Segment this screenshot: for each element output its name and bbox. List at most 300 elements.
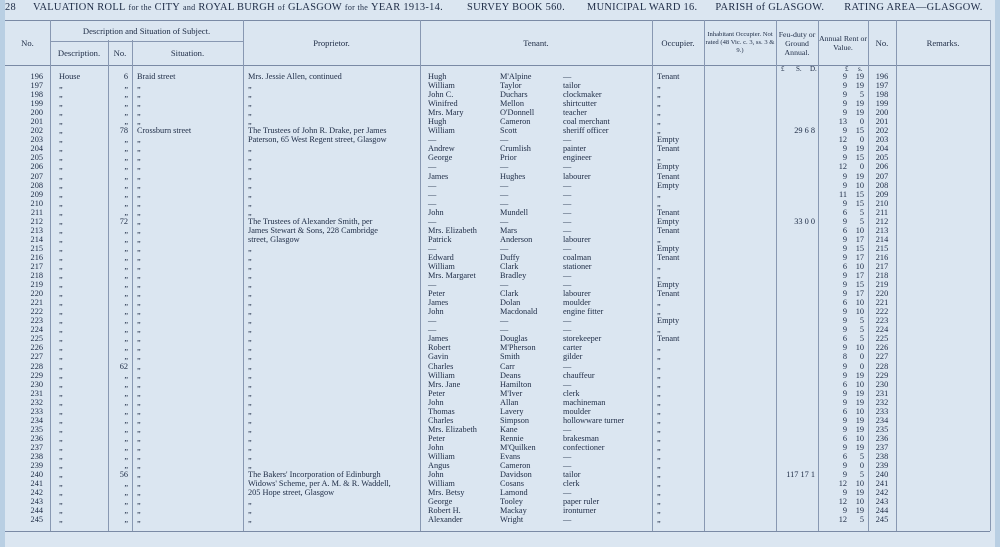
tenant-surname: Macdonald [500,307,538,317]
feu-pound-unit: £ [781,65,785,73]
tenant-first-name: William [428,81,455,91]
situation: „ [137,488,141,498]
tenant-occupation: tailor [563,470,581,480]
tenant-first-name: Mrs. Mary [428,108,464,118]
row-number-right: 218 [875,271,889,281]
occupier: „ [657,234,661,244]
rent-shillings: 10 [855,307,864,317]
row-number: 232 [30,397,43,407]
row-number: 223 [30,316,43,326]
street-number: „ [124,515,128,525]
table-row [5,262,990,271]
proprietor: „ [248,280,252,290]
tenant-first-name: — [428,280,437,290]
street-number: „ [124,307,128,317]
situation: „ [137,271,141,281]
row-number: 245 [30,515,43,525]
tenant-surname: Simpson [500,415,530,425]
table-row [5,181,990,190]
table-row [5,244,990,253]
rent-pounds: 9 [842,361,847,371]
rent-shillings: 5 [859,334,864,344]
tenant-first-name: — [428,316,437,326]
tenant-surname: — [500,325,509,335]
table-row [5,416,990,425]
situation: „ [137,433,141,443]
situation: „ [137,352,141,362]
rent-pounds: 9 [842,99,847,109]
rent-pounds: 9 [842,180,847,190]
table-row [5,99,990,108]
street-number: „ [124,162,128,172]
rent-shillings: 19 [855,144,864,154]
street-number: „ [124,243,128,253]
occupier: „ [657,298,661,308]
rent-shillings: 5 [859,207,864,217]
row-number-right: 243 [875,497,889,507]
table-row [5,325,990,334]
title-city: CITY [154,2,181,13]
description: „ [59,325,63,335]
tenant-surname: Duchars [500,90,528,100]
title-year: YEAR 1913-14. [371,2,444,13]
occupier: „ [657,506,661,516]
proprietor: „ [248,162,252,172]
tenant-occupation: shirtcutter [563,99,597,109]
description: „ [59,307,63,317]
situation: „ [137,361,141,371]
street-number: „ [124,379,128,389]
proprietor: James Stewart & Sons, 228 Cambridge [248,225,378,235]
proprietor: The Trustees of John R. Drake, per James [248,126,387,136]
rent-pounds: 9 [842,424,847,434]
rent-shillings: 10 [855,225,864,235]
row-number: 202 [30,126,43,136]
rent-pounds: 8 [842,352,847,362]
situation: „ [137,99,141,109]
tenant-first-name: Mrs. Elizabeth [428,424,477,434]
tenant-surname: Lamond [500,488,528,498]
rent-shillings: 10 [855,379,864,389]
description: „ [59,81,63,91]
description: „ [59,271,63,281]
tenant-occupation: labourer [563,289,591,299]
tenant-occupation: — [563,280,572,290]
description: „ [59,497,63,507]
tenant-surname: Kane [500,424,518,434]
proprietor: „ [248,433,252,443]
occupier: „ [657,406,661,416]
tenant-surname: Cameron [500,117,531,127]
title-valuation: VALUATION ROLL [33,2,126,13]
tenant-surname: Tooley [500,497,523,507]
rent-pounds: 9 [842,325,847,335]
row-number-right: 224 [875,325,889,335]
tenant-first-name: John C. [428,90,454,100]
row-number: 213 [30,225,43,235]
occupier: „ [657,479,661,489]
row-number: 199 [30,99,43,109]
occupier: „ [657,343,661,353]
situation: Braid street [137,72,176,81]
rent-shilling-unit: s. [858,65,863,73]
rent-shillings: 5 [859,515,864,525]
tenant-surname: M'Pherson [500,343,536,353]
street-number: „ [124,316,128,326]
rent-pounds: 9 [842,461,847,471]
tenant-first-name: William [428,126,455,136]
tenant-first-name: Thomas [428,406,455,416]
table-row [5,253,990,262]
rent-pounds: 9 [842,289,847,299]
tenant-first-name: William [428,261,455,271]
tenant-surname: Allan [500,397,519,407]
occupier: „ [657,153,661,163]
rent-pounds: 9 [842,488,847,498]
tenant-first-name: Mrs. Margaret [428,271,476,281]
occupier: Tenant [657,144,680,154]
occupier: „ [657,497,661,507]
street-number: 62 [119,361,128,371]
tenant-first-name: — [428,180,437,190]
street-number: „ [124,370,128,380]
tenant-surname: Crumlish [500,144,531,154]
tenant-occupation: machineman [563,397,606,407]
tenant-surname: — [500,180,509,190]
proprietor: „ [248,252,252,262]
header-description: Description. [57,47,101,58]
row-number: 220 [30,289,43,299]
situation: „ [137,180,141,190]
proprietor: „ [248,90,252,100]
tenant-first-name: John [428,470,444,480]
situation: „ [137,451,141,461]
rent-pounds: 12 [838,479,847,489]
occupier: „ [657,433,661,443]
description: „ [59,370,63,380]
row-number: 237 [30,442,43,452]
description: „ [59,99,63,109]
tenant-occupation: — [563,379,572,389]
situation: „ [137,406,141,416]
street-number: „ [124,189,128,199]
row-number-right: 209 [875,189,889,199]
situation: „ [137,506,141,516]
street-number: „ [124,252,128,262]
description: „ [59,289,63,299]
row-number: 196 [30,72,43,81]
rent-pounds: 9 [842,171,847,181]
tenant-occupation: — [563,198,572,208]
tenant-surname: — [500,316,509,326]
table-row [5,343,990,352]
tenant-surname: — [500,216,509,226]
tenant-occupation: carter [563,343,582,353]
street-number: „ [124,144,128,154]
tenant-occupation: clerk [563,479,580,489]
occupier: „ [657,515,661,525]
situation: „ [137,424,141,434]
street-number: „ [124,479,128,489]
survey-book: SURVEY BOOK 560. [467,2,566,13]
rent-shillings: 10 [855,433,864,443]
rent-pounds: 6 [842,225,847,235]
description: „ [59,334,63,344]
rent-pounds: 13 [838,117,847,127]
occupier: Tenant [657,171,680,181]
proprietor: „ [248,180,252,190]
row-number-right: 226 [875,343,889,353]
rent-pounds: 9 [842,72,847,81]
occupier: „ [657,379,661,389]
table-row [5,452,990,461]
feu-duty: 117 17 1 [786,470,815,480]
proprietor: „ [248,99,252,109]
occupier: Tenant [657,72,680,81]
row-number-right: 211 [875,207,889,217]
row-number-right: 229 [875,370,889,380]
row-number-right: 228 [875,361,889,371]
description: „ [59,207,63,217]
row-number-right: 205 [875,153,889,163]
tenant-first-name: — [428,243,437,253]
tenant-occupation: engine fitter [563,307,604,317]
street-number: „ [124,90,128,100]
row-number-right: 217 [875,261,889,271]
table-row [5,90,990,99]
description: „ [59,126,63,136]
rent-pounds: 6 [842,334,847,344]
row-number: 212 [30,216,43,226]
tenant-surname: Mellon [500,99,524,109]
rent-shillings: 5 [859,216,864,226]
situation: „ [137,81,141,91]
description: „ [59,261,63,271]
rent-pounds: 9 [842,397,847,407]
rent-shillings: 15 [855,198,864,208]
tenant-first-name: — [428,135,437,145]
situation: „ [137,117,141,127]
tenant-occupation: — [563,316,572,326]
occupier: „ [657,90,661,100]
proprietor: „ [248,325,252,335]
title-and: and [182,3,196,12]
tenant-surname: Rennie [500,433,524,443]
feu-duty: 33 0 0 [794,216,815,226]
proprietor: street, Glasgow [248,234,300,244]
title-for-the-2: for the [344,3,369,12]
description: „ [59,90,63,100]
occupier: „ [657,261,661,271]
row-number-right: 230 [875,379,889,389]
rent-pounds: 9 [842,198,847,208]
description: „ [59,225,63,235]
description: „ [59,470,63,480]
street-number: „ [124,352,128,362]
situation: „ [137,298,141,308]
rent-shillings: 5 [859,316,864,326]
title-glasgow: GLASGOW [287,2,343,13]
situation: „ [137,261,141,271]
proprietor: „ [248,298,252,308]
row-number-right: 240 [875,470,889,480]
street-number: „ [124,271,128,281]
row-number-right: 214 [875,234,889,244]
rent-shillings: 15 [855,280,864,290]
row-number-right: 215 [875,243,889,253]
rent-pounds: 9 [842,343,847,353]
rent-pounds: 6 [842,433,847,443]
tenant-occupation: — [563,451,572,461]
occupier: „ [657,108,661,118]
tenant-surname: Evans [500,451,521,461]
proprietor: „ [248,108,252,118]
proprietor: „ [248,442,252,452]
description: „ [59,397,63,407]
title-of: of [277,3,286,12]
tenant-occupation: — [563,515,572,525]
table-row [5,117,990,126]
description: „ [59,406,63,416]
feu-shilling-unit: S. [796,65,802,73]
description: „ [59,433,63,443]
row-number-right: 197 [875,81,889,91]
tenant-first-name: — [428,198,437,208]
occupier: Tenant [657,289,680,299]
description: „ [59,388,63,398]
occupier: „ [657,415,661,425]
situation: „ [137,189,141,199]
proprietor: „ [248,81,252,91]
tenant-first-name: — [428,189,437,199]
table-row [5,307,990,316]
description: „ [59,252,63,262]
rent-pounds: 6 [842,406,847,416]
proprietor: „ [248,198,252,208]
table-row [5,352,990,361]
row-number: 238 [30,451,43,461]
situation: „ [137,343,141,353]
tenant-first-name: Robert [428,343,451,353]
row-number-right: 227 [875,352,889,362]
header-remarks: Remarks. [926,37,960,48]
street-number: „ [124,343,128,353]
tenant-occupation: — [563,243,572,253]
row-number: 236 [30,433,43,443]
row-number: 243 [30,497,43,507]
tenant-first-name: James [428,171,449,181]
street-number: „ [124,117,128,127]
street-number: „ [124,461,128,471]
proprietor: Mrs. Jessie Allen, continued [248,72,342,81]
occupier: „ [657,126,661,136]
rent-shillings: 19 [855,108,864,118]
table-row [5,108,990,117]
occupier: „ [657,442,661,452]
proprietor: „ [248,461,252,471]
description: „ [59,198,63,208]
row-number: 241 [30,479,43,489]
header-subject-group: Description and Situation of Subject. [50,21,243,42]
rent-shillings: 0 [859,352,864,362]
proprietor: „ [248,153,252,163]
tenant-first-name: Peter [428,388,446,398]
rent-shillings: 17 [855,271,864,281]
street-number: „ [124,261,128,271]
tenant-occupation: moulder [563,298,591,308]
row-number: 197 [30,81,43,91]
tenant-first-name: Gavin [428,352,449,362]
table-row [5,407,990,416]
row-number: 226 [30,343,43,353]
feu-pence-unit: D. [810,65,817,73]
proprietor: „ [248,451,252,461]
table-row [5,199,990,208]
rent-shillings: 15 [855,153,864,163]
tenant-occupation: confectioner [563,442,605,452]
row-number-right: 245 [875,515,889,525]
occupier: „ [657,307,661,317]
tenant-surname: — [500,243,509,253]
rent-shillings: 19 [855,488,864,498]
table-row [5,135,990,144]
row-number-right: 206 [875,162,889,172]
occupier: Empty [657,135,680,145]
tenant-occupation: teacher [563,108,587,118]
street-number: „ [124,108,128,118]
tenant-occupation: clerk [563,388,580,398]
rent-shillings: 19 [855,171,864,181]
row-number: 210 [30,198,43,208]
street-number: „ [124,180,128,190]
occupier: Empty [657,243,680,253]
feu-duty: 29 6 8 [794,126,815,136]
situation: „ [137,234,141,244]
tenant-surname: — [500,162,509,172]
rent-shillings: 0 [859,461,864,471]
tenant-first-name: George [428,497,453,507]
rent-pounds: 9 [842,234,847,244]
description: „ [59,461,63,471]
row-number-right: 222 [875,307,889,317]
description: „ [59,352,63,362]
description: „ [59,415,63,425]
rent-shillings: 17 [855,234,864,244]
table-row [5,280,990,289]
rent-shillings: 15 [855,126,864,136]
table-row [5,380,990,389]
table-row [5,371,990,380]
page-title [5,2,995,18]
tenant-first-name: Hugh [428,72,447,81]
proprietor: „ [248,307,252,317]
table-row [5,497,990,506]
table-row [5,506,990,515]
proprietor: „ [248,261,252,271]
tenant-surname: Dolan [500,298,521,308]
row-number: 221 [30,298,43,308]
row-number-right: 210 [875,198,889,208]
tenant-first-name: Patrick [428,234,452,244]
occupier: „ [657,352,661,362]
street-number: „ [124,506,128,516]
row-number-right: 238 [875,451,889,461]
tenant-surname: Scott [500,126,518,136]
proprietor: „ [248,370,252,380]
row-number-right: 220 [875,289,889,299]
table-header [5,20,990,66]
proprietor: The Trustees of Alexander Smith, per [248,216,373,226]
